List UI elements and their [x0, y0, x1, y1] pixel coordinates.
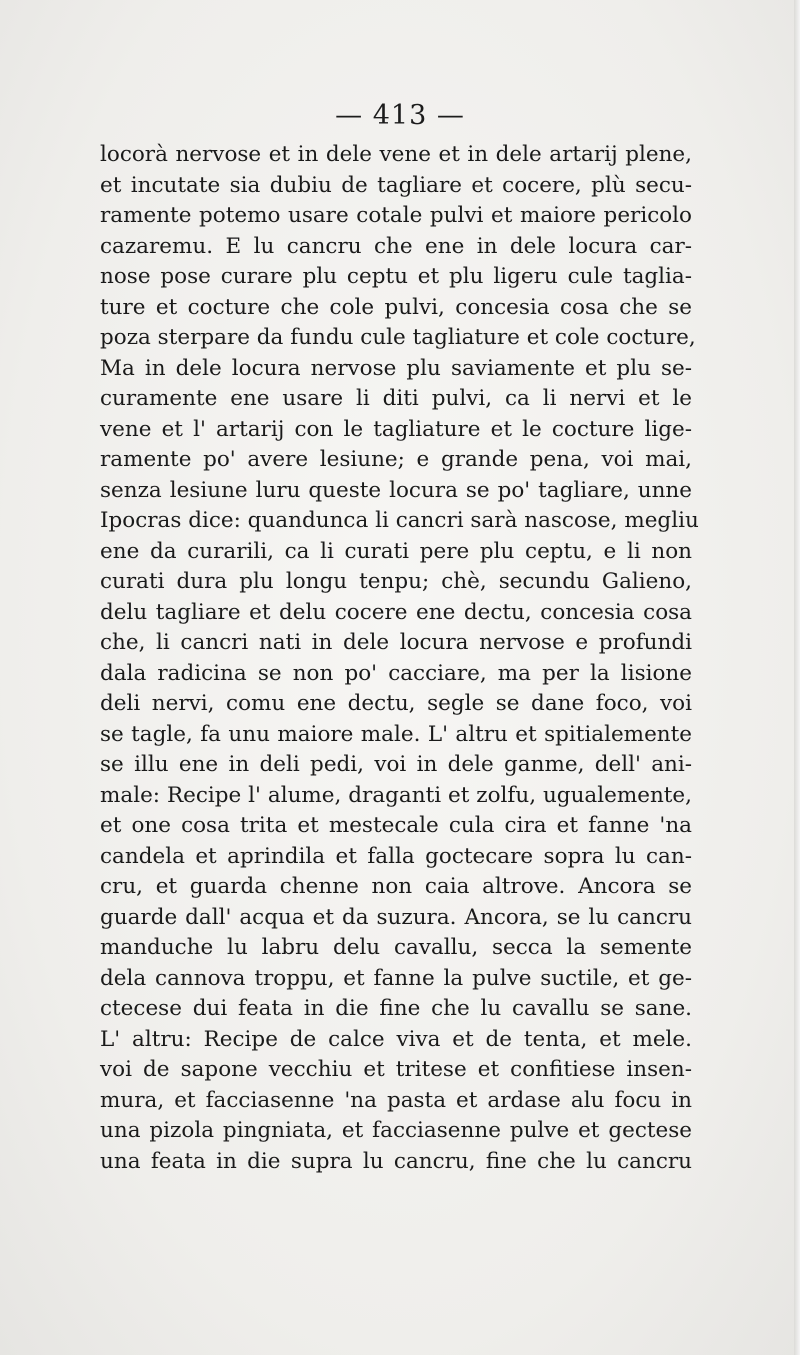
- text-line: mura, et facciasenne 'na pasta et ardase alu focu in: [100, 1087, 692, 1113]
- text-line: ctecese dui feata in die fine che lu cavallu se sane.: [100, 996, 692, 1021]
- text-line: dala radicina se non po' cacciare, ma per la lisione: [100, 660, 692, 686]
- text-line: ramente potemo usare cotale pulvi et maiore pericolo: [100, 203, 692, 228]
- text-line: manduche lu labru delu cavallu, secca la semente: [100, 935, 692, 960]
- text-line: candela et aprindila et falla goctecare sopra lu can-: [100, 843, 692, 869]
- text-line: dela cannova troppu, et fanne la pulve suctile, et ge-: [100, 965, 692, 991]
- page-edge: [794, 0, 800, 1355]
- text-line: curamente ene usare li diti pulvi, ca li nervi et le: [100, 386, 692, 411]
- page-number: — 413 —: [335, 100, 465, 131]
- text-line: cru, et guarda chenne non caia altrove. Ancora se: [100, 874, 692, 899]
- text-line: deli nervi, comu ene dectu, segle se dane foco, voi: [100, 691, 692, 716]
- text-line: ture et cocture che cole pulvi, concesia cosa che se: [100, 294, 692, 320]
- text-line: male: Recipe l' alume, draganti et zolfu, ugualemente,: [100, 782, 692, 808]
- text-line: guarde dall' acqua et da suzura. Ancora, se lu cancru: [100, 904, 692, 930]
- text-line: Ma in dele locura nervose plu saviamente et plu se-: [100, 355, 692, 381]
- text-line: L' altru: Recipe de calce viva et de tenta, et mele.: [100, 1026, 692, 1052]
- text-line: cazaremu. E lu cancru che ene in dele locura car-: [100, 233, 692, 259]
- text-line: poza sterpare da fundu cule tagliature et cole cocture,: [100, 325, 696, 350]
- text-line: curati dura plu longu tenpu; chè, secundu Galieno,: [100, 569, 692, 594]
- body-text: [100, 140, 699, 1177]
- text-line: nose pose curare plu ceptu et plu ligeru cule taglia-: [100, 264, 692, 289]
- text-line: voi de sapone vecchiu et tritese et confitiese insen-: [100, 1057, 692, 1082]
- text-line: se tagle, fa unu maiore male. L' altru et spitialemente: [100, 721, 692, 747]
- text-line: locorà nervose et in dele vene et in dele artarij plene,: [100, 142, 692, 167]
- text-line: delu tagliare et delu cocere ene dectu, concesia cosa: [100, 599, 692, 625]
- text-line: vene et l' artarij con le tagliature et le cocture lige-: [100, 416, 692, 442]
- text-line: una pizola pingniata, et facciasenne pulve et gectese: [100, 1118, 692, 1143]
- text-line: et one cosa trita et mestecale cula cira et fanne 'na: [100, 813, 692, 838]
- text-line: ramente po' avere lesiune; e grande pena, voi mai,: [100, 447, 692, 472]
- text-line: se illu ene in deli pedi, voi in dele ganme, dell' ani-: [100, 752, 692, 777]
- text-line: senza lesiune luru queste locura se po' tagliare, unne: [100, 477, 692, 503]
- text-line: una feata in die supra lu cancru, fine che lu cancru: [100, 1148, 692, 1174]
- text-line: Ipocras dice: quandunca li cancri sarà nascose, megliu: [100, 508, 699, 533]
- text-line: che, li cancri nati in dele locura nervose e profundi: [100, 630, 692, 655]
- text-line: et incutate sia dubiu de tagliare et cocere, plù secu-: [100, 172, 692, 198]
- text-line: ene da curarili, ca li curati pere plu ceptu, e li non: [100, 538, 692, 564]
